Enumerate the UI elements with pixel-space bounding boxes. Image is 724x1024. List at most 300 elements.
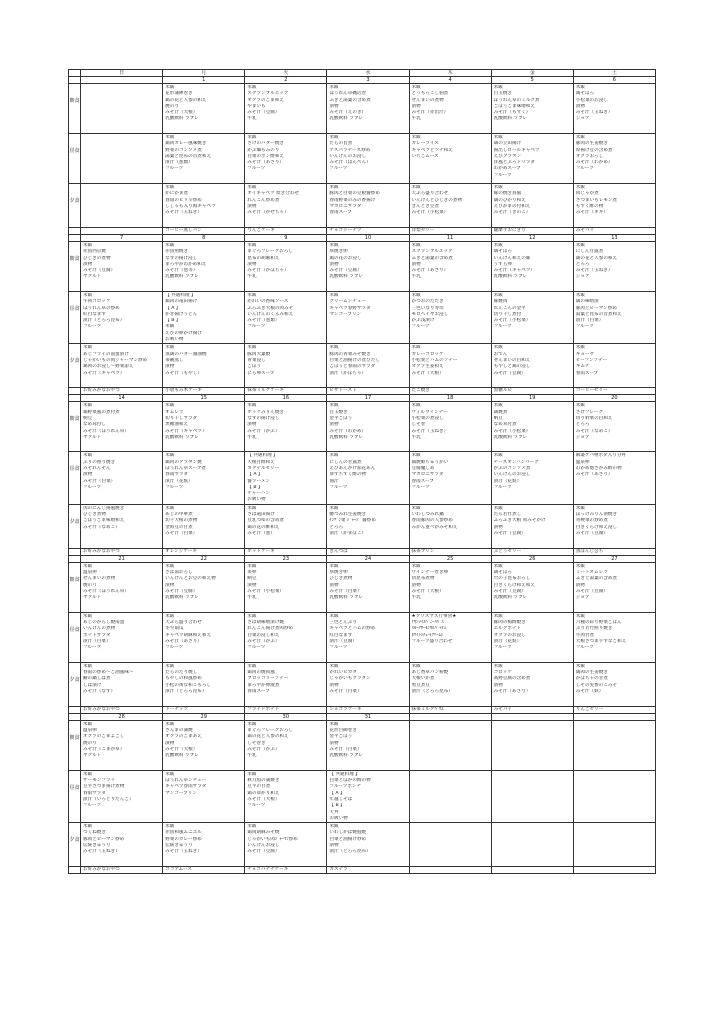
menu-item: カクテルゼリー: [247, 465, 280, 471]
menu-item: 漬汁（いろどりだんご）: [83, 796, 134, 802]
menu-item: ﾁｷﾝﾗｲｽﾊﾟﾆｰﾊﾊﾞｽ: [411, 620, 444, 626]
menu-item: フルーツ: [165, 484, 184, 490]
menu-item: 米飯: [493, 563, 503, 569]
menu-item: 米飯: [493, 185, 503, 190]
menu-item: まぐろフレークおろし: [247, 728, 294, 734]
snack-cell: みそパイ: [491, 706, 573, 713]
dinner-menu-cell: [245, 184, 327, 228]
menu-item: みそ汁（豆腐）: [165, 588, 198, 594]
menu-item: キャベツとツナ和え: [411, 147, 453, 153]
lunch-menu-cell: [573, 452, 655, 504]
menu-item: 漬汁（とろろ昆布）: [411, 688, 453, 694]
date-number: 5: [491, 77, 573, 84]
menu-item: 豆平さつま揚げ煮物: [83, 784, 125, 790]
menu-item: キムチ: [575, 364, 590, 370]
menu-item: 野菜のカレー炒め: [165, 836, 202, 842]
menu-item: スクランブルエッグ: [411, 249, 453, 255]
menu-item: 鶏そぼろ: [493, 570, 513, 576]
breakfast-row: [69, 84, 656, 134]
menu-item: 米飯: [411, 663, 421, 669]
dinner-menu-cell: [573, 823, 655, 867]
menu-item: 【 A 】: [165, 305, 181, 311]
menu-item: みそ汁（小松菜）: [493, 428, 531, 434]
menu-item: 米飯: [575, 505, 585, 511]
menu-item: 米飯: [247, 771, 257, 777]
menu-item: にしんの甘露煮: [329, 459, 362, 465]
menu-item: ほっけみりん漬焼き: [575, 512, 618, 518]
menu-item: 金平ごぼう: [329, 734, 353, 740]
lunch-menu-cell: [327, 612, 409, 662]
date-number: 4: [409, 77, 491, 84]
date-row-label: [69, 235, 81, 242]
menu-item: 米飯: [329, 824, 339, 830]
lunch-label-text: 昼食: [69, 306, 80, 312]
menu-item: 春雨の炒め〜ご油風味〜: [83, 670, 134, 676]
menu-item: 牛乳: [247, 274, 257, 280]
menu-item: 米飯: [329, 345, 339, 351]
menu-item: ぜんまいの白和え: [493, 357, 531, 363]
menu-item: みそ汁（かぶ）: [247, 746, 280, 752]
weekday-sun: 日: [81, 70, 163, 77]
menu-item: カレーコロッケ: [411, 351, 444, 357]
menu-item: ぶりの照り焼き: [83, 459, 116, 465]
menu-item: 漬物: [411, 582, 421, 588]
menu-item: 漬物: [411, 261, 421, 267]
lunch-label-text: 昼食: [69, 784, 80, 791]
snack-cell: チョコバナナケーキ: [245, 867, 327, 874]
menu-item: 蒸鶏のバター醤油焼: [165, 351, 207, 357]
menu-item: 鶏焼姫ちゅうがい: [411, 459, 449, 465]
menu-item: 漬物: [247, 422, 257, 428]
date-number: 17: [327, 395, 409, 402]
menu-item: みそ汁（かぶ）: [247, 638, 280, 644]
dinner-menu-cell: [163, 344, 245, 388]
menu-item: みそ汁（豆腐）: [83, 268, 116, 274]
menu-item: 佃汁: [329, 478, 339, 484]
date-number: 22: [163, 555, 245, 562]
dinner-label-text: 夕食: [69, 676, 80, 683]
menu-item: 米飯: [493, 453, 503, 459]
menu-item: 牛乳: [411, 116, 421, 122]
dinner-menu-cell: [327, 662, 409, 706]
breakfast-menu-cell: [163, 402, 245, 452]
menu-item: とうもろこし佃煮: [411, 91, 449, 97]
date-number: 7: [81, 235, 163, 242]
menu-item: ふろふき大根 肉みそかけ: [493, 518, 546, 524]
date-number: 6: [573, 77, 655, 84]
menu-item: 漬汁（かぼちゃ）: [329, 370, 367, 376]
breakfast-row: [69, 402, 656, 452]
menu-item: ヤクルト: [83, 595, 102, 601]
menu-item: 鶏のひかり和え: [493, 197, 526, 203]
date-number: 13: [573, 235, 655, 242]
menu-item: フルーツ: [83, 803, 102, 809]
menu-item: みそ汁（はんぺん）: [329, 160, 371, 166]
dinner-menu-cell: [409, 823, 491, 867]
menu-item: 乳酸飲料 ラブレ: [165, 434, 199, 440]
dinner-menu-cell: [491, 504, 573, 548]
menu-item: 米飯: [247, 663, 257, 669]
breakfast-menu-cell: [163, 720, 245, 770]
menu-item: フルーツ: [247, 645, 266, 651]
lunch-menu-cell: [573, 292, 655, 344]
menu-item: 漬物: [493, 682, 503, 688]
date-number: 19: [491, 395, 573, 402]
menu-item: スクランブルエッグ: [247, 91, 289, 97]
breakfast-menu-cell: [491, 84, 573, 134]
menu-item: 焼のり: [83, 582, 97, 588]
breakfast-menu-cell: [491, 562, 573, 612]
breakfast-menu-cell: [81, 720, 163, 770]
menu-item: 青菜浸し: [247, 357, 266, 363]
menu-item: 春雨野菜のみの香揚げ: [329, 197, 376, 203]
menu-item: 白菜と油揚げの煮びたし: [329, 357, 380, 363]
breakfast-menu-cell: [409, 242, 491, 292]
menu-item: みそ汁（豆腐）: [493, 588, 526, 594]
menu-item: みそ汁（大根）: [165, 746, 198, 752]
menu-item: おでん: [493, 351, 508, 357]
menu-item: ひじきの煮物: [83, 255, 111, 261]
menu-item: 漬物: [329, 682, 339, 688]
breakfast-menu-cell: [245, 720, 327, 770]
menu-item: ★クリスマス行事食★: [411, 613, 457, 619]
menu-item: 野菜のコンソメ煮: [165, 147, 202, 153]
menu-item: 牛肉コロッケ: [83, 299, 111, 305]
menu-item: 豚の焼き鳥風: [493, 191, 522, 197]
snack-row: [69, 388, 656, 395]
menu-item: 厚揚げ豆の含め煮: [575, 147, 613, 153]
menu-item: 漬物: [329, 261, 339, 267]
menu-item: 牛乳: [247, 753, 257, 759]
menu-item: かぼちゃの甘煮: [575, 676, 608, 682]
menu-item: 米飯: [575, 135, 585, 140]
menu-item: 鶏の花と人参の和え: [247, 734, 289, 740]
menu-item: つくね焼き: [83, 830, 106, 836]
menu-item: かつおのたたき: [411, 299, 444, 305]
menu-item: 漬物: [329, 422, 339, 428]
menu-item: 豆乳つゆの含め煮: [247, 518, 285, 524]
menu-item: 鶏の花と人参の和え: [165, 97, 207, 103]
menu-item: 漬物: [247, 261, 257, 267]
menu-item: 天ぷら盛り合わせ: [165, 620, 202, 626]
menu-item: うずら卵: [493, 261, 513, 267]
menu-item: 鶏そぼろ: [493, 249, 513, 255]
snack-cell: コーヒーゼリー: [573, 388, 655, 395]
menu-item: 豆腐魔しめ: [411, 465, 435, 471]
breakfast-menu-cell: [81, 562, 163, 612]
weekday-header-row: [69, 70, 656, 77]
menu-item: 納豆: [493, 415, 503, 421]
menu-item: オムレツ: [165, 409, 184, 415]
menu-item: フルーツ: [247, 324, 266, 330]
date-number: [409, 713, 491, 720]
menu-item: 漬汁（とろろ昆布）: [329, 849, 371, 855]
menu-item: 米飯: [83, 453, 93, 459]
menu-item: 小松菜とハムのソテー: [411, 357, 458, 363]
menu-item: ゆずちずく酢の物: [329, 472, 367, 478]
menu-item: 鶏肉のグラタン焼: [165, 459, 202, 465]
snack-row: [69, 867, 656, 874]
menu-item: 漬汁（とろろ昆布）: [165, 688, 207, 694]
date-number: 8: [163, 235, 245, 242]
menu-item: みそ汁（あさり）: [165, 638, 202, 644]
menu-item: 青梗菜の炒め煮: [575, 518, 608, 524]
snack-row-label: [69, 706, 81, 713]
date-number: 28: [81, 713, 163, 720]
menu-item: 米飯: [411, 345, 421, 351]
menu-item: みそ汁（葱類）: [247, 318, 280, 324]
menu-item: 牛乳: [247, 116, 257, 122]
lunch-menu-cell: [409, 134, 491, 184]
dinner-menu-cell: [245, 662, 327, 706]
menu-item: じゃがいもグラタン: [329, 676, 371, 682]
menu-item: 【 B 】: [329, 803, 345, 809]
menu-item: 豚肉の梅酢焼き: [493, 620, 526, 626]
date-number: [491, 713, 573, 720]
snack-cell: ホットケーキ: [245, 548, 327, 555]
menu-item: ほうれん草シチュー: [165, 778, 207, 784]
breakfast-menu-cell: [573, 84, 655, 134]
menu-item: ごぼうごま味噌和え: [83, 518, 125, 524]
menu-item: ミートオムレツ: [575, 570, 608, 576]
menu-item: 肉じゃが煮: [575, 191, 599, 197]
dinner-menu-cell: [491, 344, 573, 388]
lunch-menu-cell: [163, 452, 245, 504]
dinner-label-text: 夕食: [69, 198, 80, 204]
lunch-row-label: [69, 612, 81, 662]
date-number: [81, 77, 163, 84]
menu-item: チーズオンハンバーグ: [493, 459, 539, 465]
dinner-menu-cell: [409, 662, 491, 706]
menu-item: いんげんのお浸し: [493, 472, 531, 478]
menu-item: お吸い物: [247, 497, 266, 503]
menu-item: わかめ他さかみ酢の物: [575, 465, 622, 471]
breakfast-menu-cell: [491, 242, 573, 292]
menu-item: 米飯: [329, 185, 339, 190]
breakfast-menu-cell: [163, 84, 245, 134]
menu-item: キャベツ胡麻和え和え: [165, 632, 212, 638]
menu-item: 鶏そぼろ: [575, 91, 595, 97]
menu-item: 米飯: [247, 721, 257, 727]
snack-cell: 抹茶ミルクケーキ: [245, 388, 327, 395]
menu-item: みそ汁（豆腐）: [575, 530, 608, 536]
menu-item: 米飯: [165, 185, 175, 190]
menu-item: 漬物: [329, 103, 339, 109]
menu-item: フルーツ: [165, 645, 184, 651]
breakfast-menu-cell: [81, 402, 163, 452]
menu-item: 米飯: [493, 505, 503, 511]
menu-item: オクラのごま和え: [247, 97, 284, 103]
menu-item: 漬物: [329, 843, 339, 849]
dinner-row: [69, 504, 656, 548]
menu-item: ほうれん草のミルク煮: [493, 97, 540, 103]
breakfast-menu-cell: [163, 242, 245, 292]
menu-item: 乳酸飲料 ラブレ: [493, 274, 528, 280]
menu-item: まろやかわかめ和え: [165, 261, 207, 267]
snack-cell: 黒糖ルピ: [491, 388, 573, 395]
menu-item: 牛肉甘煮: [575, 632, 595, 638]
menu-item: 紅白なます: [329, 632, 353, 638]
menu-item: みそ汁（大根）: [411, 588, 444, 594]
dinner-menu-cell: [491, 823, 573, 867]
breakfast-label-text: 朝食: [69, 734, 80, 741]
snack-cell: みそパイ: [573, 228, 655, 235]
lunch-menu-cell: [491, 292, 573, 344]
menu-item: みそ汁（あさり）: [575, 472, 613, 478]
menu-item: 金平ごぼう: [329, 415, 353, 421]
date-row: [69, 555, 656, 562]
menu-item: 米飯: [329, 563, 339, 569]
menu-item: 鶏肉の生姜焼き: [575, 670, 608, 676]
menu-item: ふろふき大根の肉みそ: [247, 305, 294, 311]
menu-item: フルーツ: [493, 172, 512, 178]
breakfast-label-text: 朝食: [69, 576, 80, 583]
lunch-menu-cell: [491, 134, 573, 184]
menu-item: ふきと湯葉の含め煮: [329, 97, 371, 103]
lunch-row: [69, 452, 656, 504]
menu-item: 米飯: [165, 243, 175, 248]
breakfast-menu-cell: [409, 562, 491, 612]
menu-item: フルーツ: [83, 324, 102, 330]
snack-cell: お好みかなおやつ: [81, 548, 163, 555]
menu-item: 温泉卵: [575, 459, 590, 465]
dinner-menu-cell: [245, 344, 327, 388]
lunch-menu-cell: [327, 452, 409, 504]
breakfast-menu-cell: [81, 84, 163, 134]
menu-item: 春雨サラダ: [165, 472, 189, 478]
menu-item: もやしの和風炒め: [165, 676, 202, 682]
menu-item: あじフライの南蛮漬け: [83, 351, 129, 357]
lunch-label-text: 昼食: [69, 148, 80, 154]
menu-item: ぜんまいの煮物: [411, 97, 444, 103]
menu-item: 小松の黄な和こもろし: [165, 682, 212, 688]
lunch-menu-cell: [163, 292, 245, 344]
dinner-row: [69, 823, 656, 867]
menu-item: 漬物: [165, 582, 175, 588]
menu-item: 豚肉とピーマン炒め: [83, 836, 125, 842]
menu-item: 目玉焼き: [493, 91, 513, 97]
menu-item: 目玉焼き: [329, 409, 348, 415]
lunch-menu-cell: [327, 770, 409, 822]
dinner-menu-cell: [163, 823, 245, 867]
menu-item: ジョア: [575, 595, 590, 601]
menu-item: 豚肉の青菜みそ焼き: [329, 351, 371, 357]
menu-item: 秋刀魚の蒲焼き: [247, 778, 280, 784]
dinner-menu-cell: [491, 184, 573, 228]
menu-item: 米飯: [329, 505, 339, 511]
menu-item: 【 B 】: [165, 318, 181, 324]
menu-item: 乳酸飲料 ラブレ: [329, 274, 363, 280]
breakfast-menu-cell: [327, 562, 409, 612]
menu-item: みそ汁（大根）: [165, 110, 198, 116]
menu-item: みそ汁（小松菜）: [493, 318, 531, 324]
menu-item: れんこん揚げ煮肉炒め: [247, 626, 294, 632]
menu-item: 漬物: [165, 364, 175, 370]
date-number: 15: [163, 395, 245, 402]
date-row: [69, 713, 656, 720]
date-number: 21: [81, 555, 163, 562]
menu-item: 米飯: [329, 721, 339, 727]
menu-item: とろろ: [329, 524, 344, 530]
lunch-row-label: [69, 770, 81, 822]
menu-item: 漬汁（葱類）: [165, 160, 193, 166]
menu-item: お吸い物: [165, 337, 184, 343]
menu-item: いんげんのくるみ和え: [247, 311, 294, 317]
menu-item: 米飯: [493, 85, 503, 90]
menu-item: みそ汁（わかめ）: [329, 428, 367, 434]
menu-item: モロヘイヤお浸し: [411, 311, 449, 317]
lunch-menu-cell: [81, 292, 163, 344]
menu-item: 豆平の甘煮: [247, 784, 271, 790]
menu-item: 大根さつま芋すなご和え: [575, 638, 627, 644]
breakfast-menu-cell: [327, 720, 409, 770]
menu-item: みそ汁（豆腐）: [329, 268, 362, 274]
menu-item: みそ汁（キャベツ）: [83, 370, 125, 376]
lunch-menu-cell: [327, 292, 409, 344]
menu-item: 鶏肉の焼肉風: [247, 670, 275, 676]
dinner-row-label: [69, 184, 81, 228]
menu-item: 米飯: [165, 663, 175, 669]
menu-item: フルーツ盛り合わせ: [411, 638, 453, 644]
dinner-menu-cell: [327, 504, 409, 548]
date-number: 26: [491, 555, 573, 562]
menu-item: 黒糖油和え: [165, 422, 189, 428]
menu-item: 切り幹菜の白和え: [575, 415, 613, 421]
menu-item: 米飯: [411, 505, 421, 511]
menu-item: 漬物: [493, 524, 503, 530]
menu-item: もずく酢の物: [575, 203, 604, 209]
menu-item: みそ汁（かぶ）: [247, 428, 280, 434]
menu-item: 漬物: [329, 740, 339, 746]
dinner-menu-cell: [573, 344, 655, 388]
menu-item: みそ汁（葱）: [247, 530, 275, 536]
breakfast-menu-cell: [573, 242, 655, 292]
menu-item: いちごムース: [411, 153, 439, 159]
menu-item: フルーツ: [329, 645, 348, 651]
menu-item: 米飯: [83, 771, 93, 777]
menu-item: みそれんそん: [83, 465, 111, 471]
menu-item: みそ汁（なめこ）: [575, 428, 613, 434]
menu-item: 米飯: [165, 453, 175, 459]
menu-item: 米飯: [83, 824, 93, 830]
breakfast-row-label: [69, 402, 81, 452]
menu-item: 漬物: [83, 472, 93, 478]
date-number: 2: [245, 77, 327, 84]
snack-cell: [81, 228, 163, 235]
menu-item: 乳酸飲料 ラブレ: [493, 595, 528, 601]
menu-item: 米飯: [493, 243, 503, 248]
menu-item: 【 A 】: [329, 790, 345, 796]
lunch-row-label: [69, 134, 81, 184]
menu-item: 米飯: [247, 135, 257, 140]
menu-item: しば漬け: [83, 682, 102, 688]
menu-item: 竹の子昆布おろし: [493, 576, 531, 582]
menu-item: 高野豆腐の含め煮: [493, 676, 531, 682]
menu-item: 白きくらげ和え浸し: [575, 524, 618, 530]
menu-item: 米飯: [329, 403, 339, 409]
menu-item: まぐろフレークおろし: [247, 249, 294, 255]
menu-item: たら若竹煮し: [493, 512, 522, 518]
lunch-row: [69, 134, 656, 184]
menu-item: 洋風どぶろドリラダ: [493, 160, 535, 166]
breakfast-menu-cell: [409, 84, 491, 134]
lunch-menu-cell: [81, 452, 163, 504]
dinner-menu-cell: [409, 344, 491, 388]
menu-item: 米飯: [247, 505, 257, 511]
snack-row: [69, 228, 656, 235]
dinner-menu-cell: [163, 662, 245, 706]
menu-item: ヤクルト: [83, 434, 102, 440]
